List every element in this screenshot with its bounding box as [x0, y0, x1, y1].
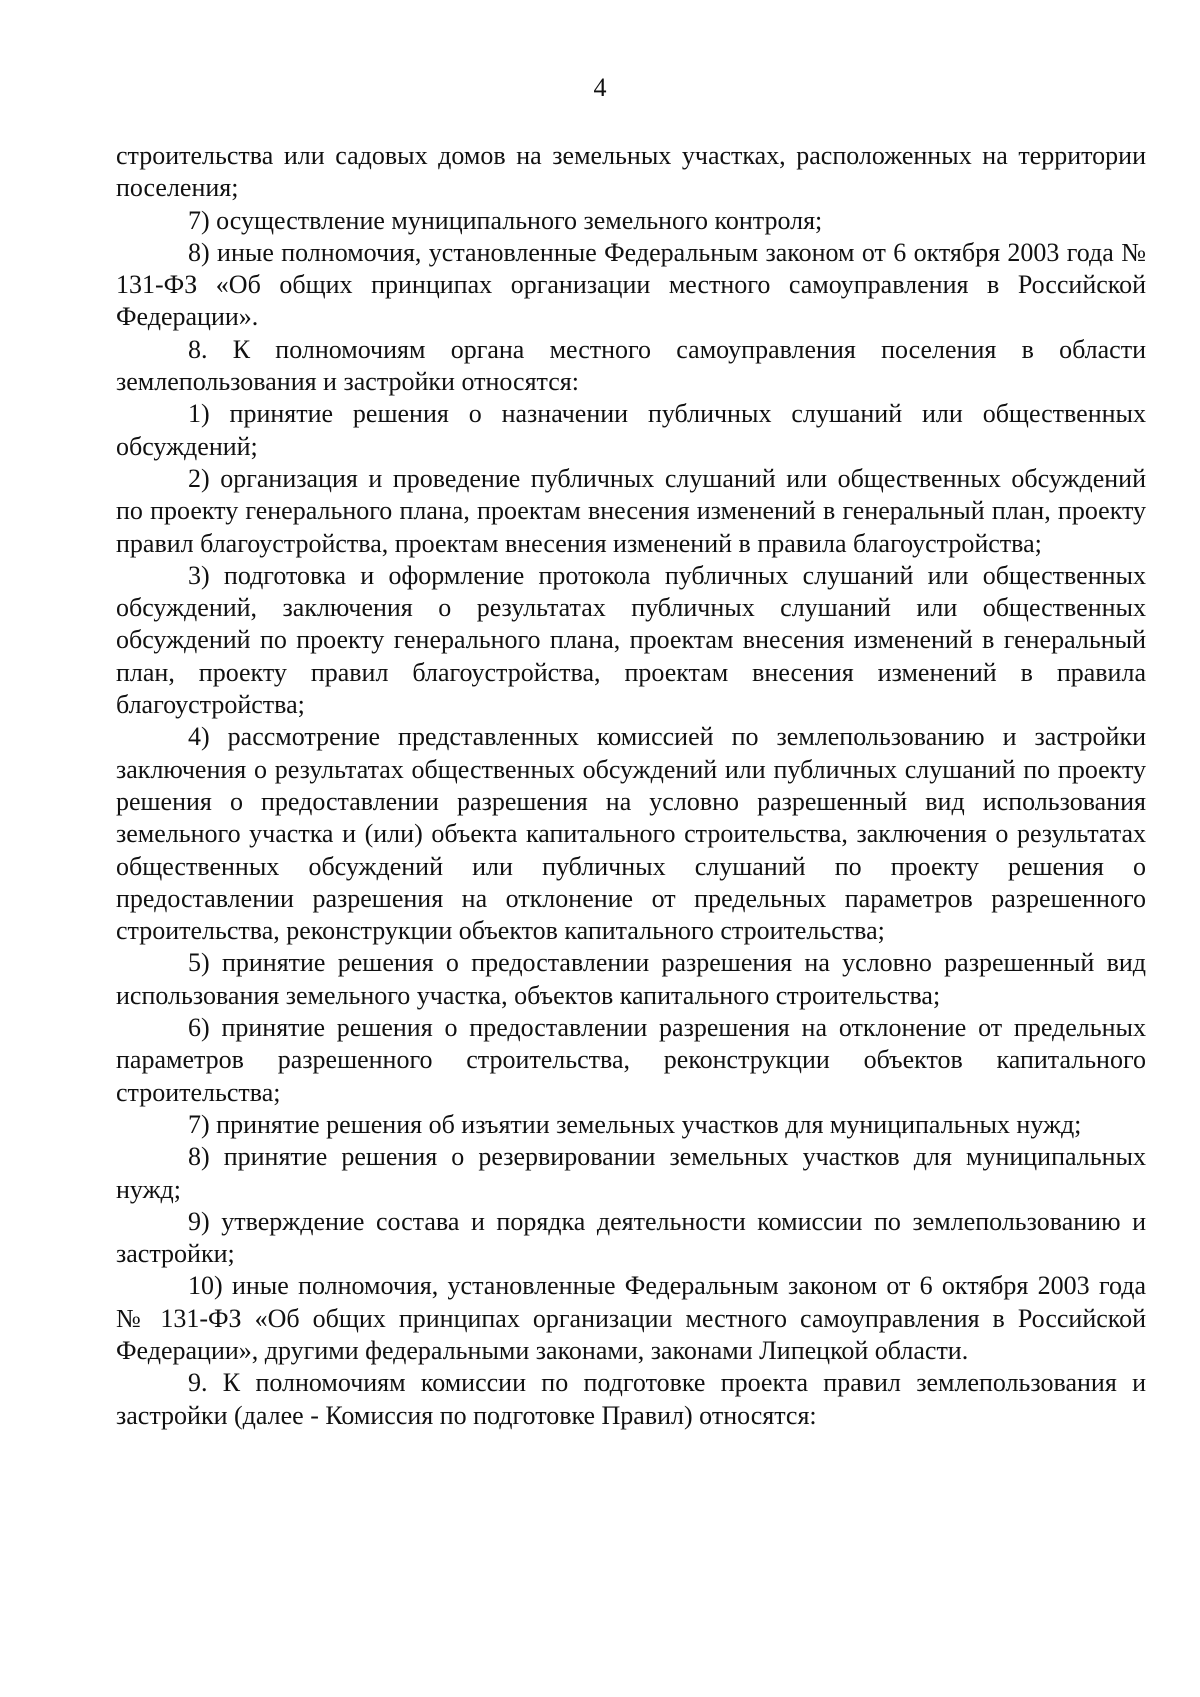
paragraph-item-5-conditional-use: 5) принятие решения о предоставлении разрешения на условно разрешенный вид использования земельного участка, объектов капитального строительства; [116, 948, 1146, 1010]
paragraph-continuation: строительства или садовых домов на земельных участках, расположенных на территории поселения; [116, 141, 1146, 203]
paragraph-section-8: 8. К полномочиям органа местного самоуправления поселения в области землепользования и застройки относятся: [116, 334, 1146, 397]
paragraph-item-8-reservation: 8) принятие решения о резервировании земельных участков для муниципальных нужд; [116, 1142, 1146, 1204]
paragraph-item-4-review: 4) рассмотрение представленных комиссией по землепользованию и застройки заключения о результатах общественных обсуждений или публичных слушаний по проекту решения о предоставлении разрешения на условно разрешенный вид использования земельного участка и (или) объекта капитального строительства, заключения о результатах общественных обсуждений или публичных слушаний по проекту решения о предоставлении разрешения на отклонение от предельных параметров разрешенного строительства, реконструкции объектов капитального строительства; [116, 722, 1146, 946]
paragraph-item-6-deviation: 6) принятие решения о предоставлении разрешения на отклонение от предельных параметров разрешенного строительства, реконструкции объектов капитального строительства; [116, 1013, 1146, 1107]
paragraph-item-3-protocol: 3) подготовка и оформление протокола публичных слушаний или общественных обсуждений, заключения о результатах публичных слушаний или общественных обсуждений по проекту генерального плана, проектам внесения изменений в генеральный план, проекту правил благоустройства, проектам внесения изменений в правила благоустройства; [116, 560, 1146, 720]
paragraph-item-7-seizure: 7) принятие решения об изъятии земельных участков для муниципальных нужд; [188, 1109, 1082, 1139]
paragraph-item-7-land-control: 7) осуществление муниципального земельного контроля; [188, 205, 823, 235]
paragraph-section-9: 9. К полномочиям комиссии по подготовке проекта правил землепользования и застройки (далее - Комиссия по подготовке Правил) относятся: [116, 1368, 1146, 1430]
paragraph-item-10-other-powers: 10) иные полномочия, установленные Федеральным законом от 6 октября 2003 года № 131-ФЗ «Об общих принципах организации местного самоуправления в Российской Федерации», другими федеральными законами, законами Липецкой области. [116, 1271, 1146, 1365]
paragraph-item-8-other-powers: 8) иные полномочия, установленные Федеральным законом от 6 октября 2003 года № 131-ФЗ «Об общих принципах организации местного самоуправления в Российской Федерации». [116, 237, 1146, 332]
paragraph-item-1-hearings-decision: 1) принятие решения о назначении публичных слушаний или общественных обсуждений; [116, 399, 1146, 461]
paragraph-item-2-hearings-organization: 2) организация и проведение публичных слушаний или общественных обсуждений по проекту генерального плана, проектам внесения изменений в генеральный план, проекту правил благоустройства, проектам внесения изменений в правила благоустройства; [116, 463, 1146, 558]
document-body [116, 140, 1146, 1432]
page-number: 4 [593, 73, 607, 102]
paragraph-item-9-commission: 9) утверждение состава и порядка деятельности комиссии по землепользованию и застройки; [116, 1206, 1146, 1269]
